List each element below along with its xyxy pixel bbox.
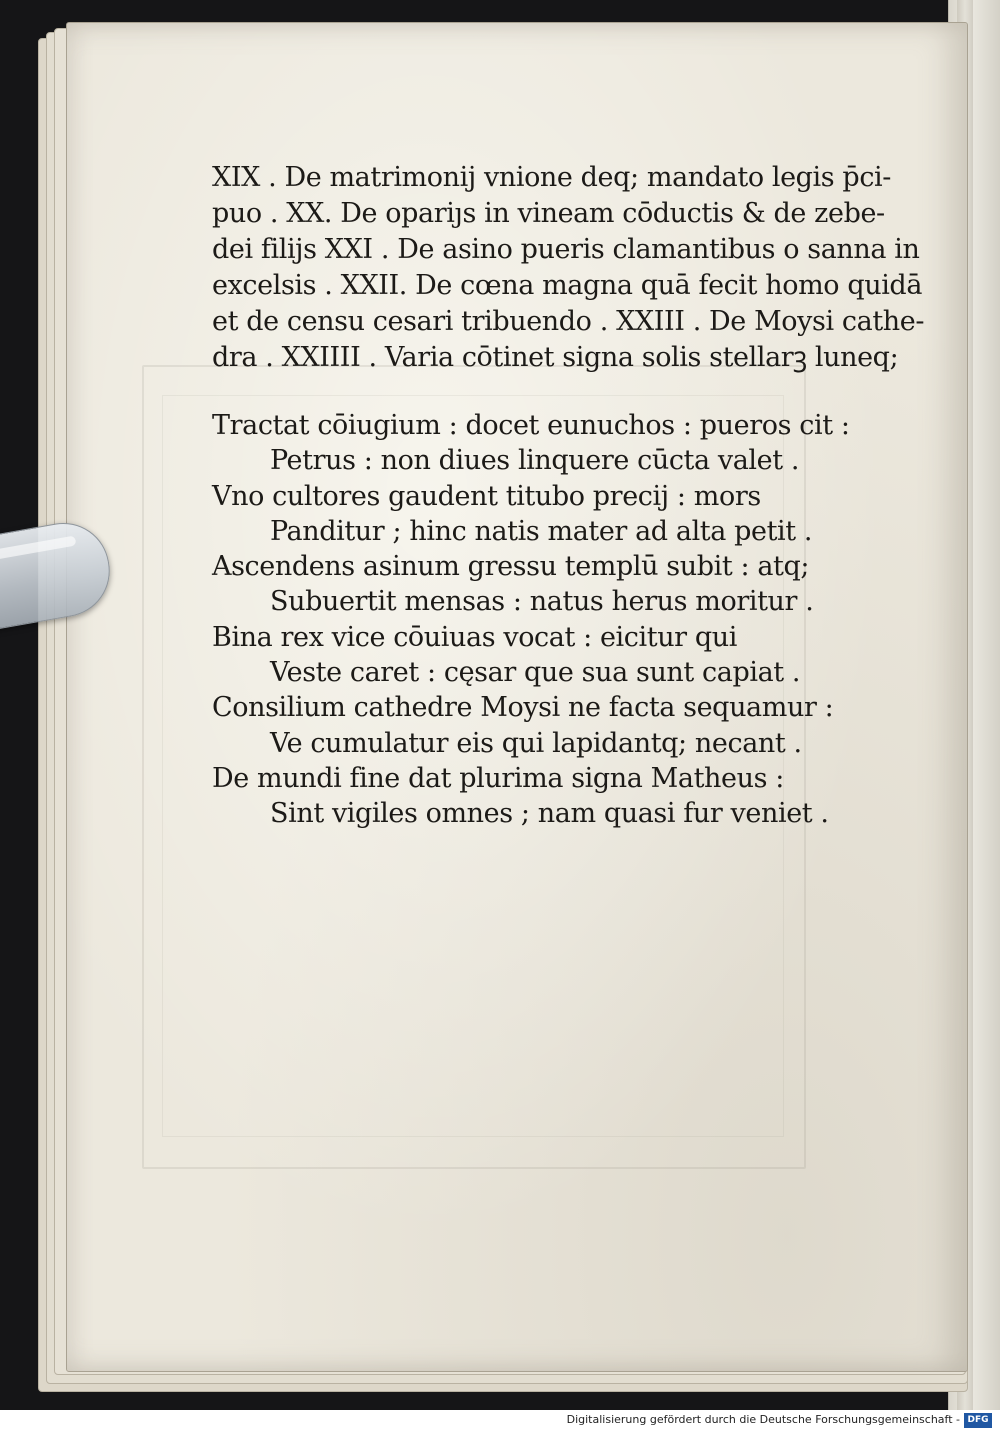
verse-line: Ascendens asinum gressu templū subit : atq; <box>212 551 810 583</box>
verse-line: Veste caret : cęsar que sua sunt capiat . <box>270 657 801 689</box>
prose-line: excelsis . XXII. De cœna magna quā fecit homo quidā <box>212 270 923 301</box>
verse-line: Tractat cōiugium : docet eunuchos : pueros cit : <box>212 410 850 441</box>
verse-line: Ve cumulatur eis qui lapidantq; necant . <box>270 727 802 759</box>
verse-line: Petrus : non diues linquere cūcta valet . <box>270 445 800 477</box>
footer-bar <box>0 1410 1000 1431</box>
footer-credit: Digitalisierung gefördert durch die Deutsche Forschungsgemeinschaft - <box>566 1413 960 1426</box>
prose-line: dra . XXIIII . Varia cōtinet signa solis stellarꝫ luneq; <box>212 342 899 373</box>
verse-line: Vno cultores gaudent titubo precij : mors <box>212 480 761 512</box>
verse-line: Panditur ; hinc natis mater ad alta petit . <box>270 515 813 547</box>
verse-line: Bina rex vice cōuiuas vocat : eicitur qui <box>212 621 737 653</box>
verse-line: Sint vigiles omnes ; nam quasi fur veniet . <box>270 798 829 830</box>
verse-stanza <box>212 408 932 832</box>
prose-line: puo . XX. De opariȷs in vineam cōductis & de zebe- <box>212 198 885 229</box>
prose-line: dei filijs XXI . De asino pueris clamantibus o sanna in <box>212 234 920 265</box>
prose-line: et de censu cesari tribuendo . XXIII . De Moysi cathe- <box>212 306 925 337</box>
verse-line: Consilium cathedre Moysi ne facta sequamur : <box>212 692 834 724</box>
verse-line: De mundi fine dat plurima signa Matheus : <box>212 762 784 794</box>
verse-line: Subuertit mensas : natus herus moritur . <box>270 586 814 618</box>
prose-line: XIX . De matrimonij vnione deq; mandato legis p̄ci- <box>212 162 891 193</box>
page-text <box>212 160 932 832</box>
prose-paragraph <box>212 160 932 376</box>
dfg-logo: DFG <box>964 1413 992 1428</box>
